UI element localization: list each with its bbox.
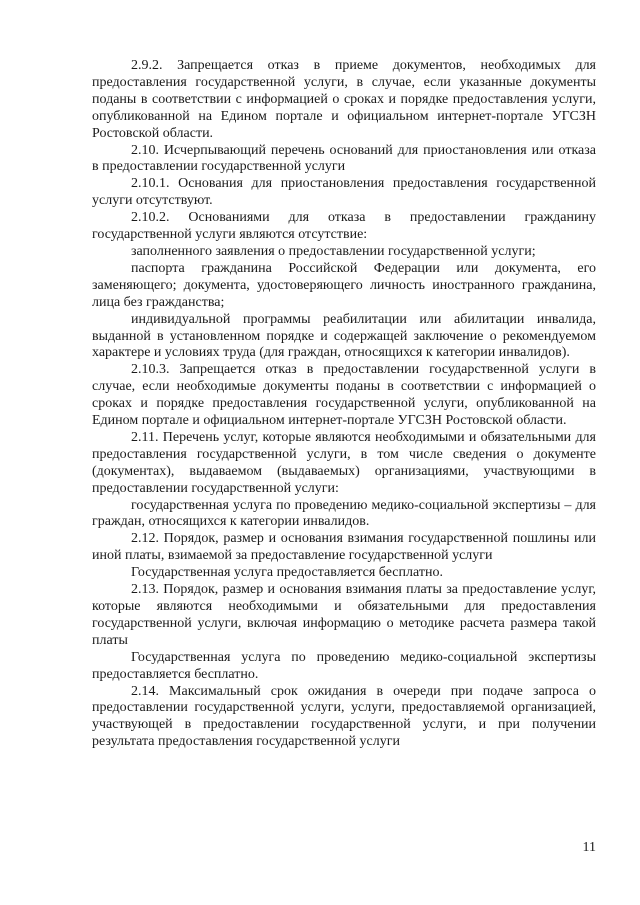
paragraph-2-9-2: 2.9.2. Запрещается отказ в приеме документов, необходимых для предоставления государственной услуги, в случае, если указанные документы поданы в соответствии с информацией о сроках и порядке предоставления услуги, опубликованной на Едином портале и официальном интернет-портале УГСЗН Ростовской области. <box>92 58 596 141</box>
paragraph-2-14: 2.14. Максимальный срок ожидания в очереди при подаче запроса о предоставлении государственной услуги, услуги, предоставляемой организацией, участвующей в предоставлении государственной услуги, и при получении результата предоставления государственной услуги <box>92 683 596 750</box>
list-item-application: заполненного заявления о предоставлении государственной услуги; <box>131 243 536 259</box>
paragraph-expertise-free: Государственная услуга по проведению медико-социальной экспертизы предоставляется бесплатно. <box>92 649 596 682</box>
document-page-body <box>92 58 596 751</box>
list-item-passport: паспорта гражданина Российской Федерации или документа, его заменяющего; документа, удостоверяющего личность иностранного гражданина, лица без гражданства; <box>92 260 596 310</box>
paragraph-2-10-heading: 2.10. Исчерпывающий перечень оснований для приостановления или отказа в предоставлении государственной услуги <box>92 142 596 175</box>
paragraph-2-10-1: 2.10.1. Основания для приостановления предоставления государственной услуги отсутствуют. <box>92 176 596 209</box>
paragraph-2-11: 2.11. Перечень услуг, которые являются необходимыми и обязательными для предоставления государственной услуги, в том числе сведения о документе (документах), выдаваемом (выдаваемых) организациями, участвующими в предоставлении государственной услуги: <box>92 429 596 496</box>
list-item-rehabilitation-program: индивидуальной программы реабилитации или абилитации инвалида, выданной в установленном порядке и содержащей заключение о рекомендуемом характере и условиях труда (для граждан, относящихся к категории инвалидов). <box>92 311 596 361</box>
page-number: 11 <box>582 840 596 855</box>
paragraph-2-10-3: 2.10.3. Запрещается отказ в предоставлении государственной услуги в случае, если необходимые документы поданы в соответствии с информацией о сроках и порядке предоставления государственной услуги, опубликованной на Едином портале и официальном интернет-портале УГСЗН Ростовской области. <box>92 362 596 429</box>
paragraph-2-13: 2.13. Порядок, размер и основания взимания платы за предоставление услуг, которые являются необходимыми и обязательными для предоставления государственной услуги, включая информацию о методике расчета размера такой платы <box>92 582 596 648</box>
paragraph-2-12: 2.12. Порядок, размер и основания взимания государственной пошлины или иной платы, взимаемой за предоставление государственной услуги <box>92 531 596 564</box>
paragraph-free-of-charge: Государственная услуга предоставляется бесплатно. <box>131 565 443 581</box>
paragraph-2-10-2: 2.10.2. Основаниями для отказа в предоставлении гражданину государственной услуги являются отсутствие: <box>92 210 596 243</box>
list-item-medical-expertise: государственная услуга по проведению медико-социальной экспертизы – для граждан, относящихся к категории инвалидов. <box>92 497 596 530</box>
